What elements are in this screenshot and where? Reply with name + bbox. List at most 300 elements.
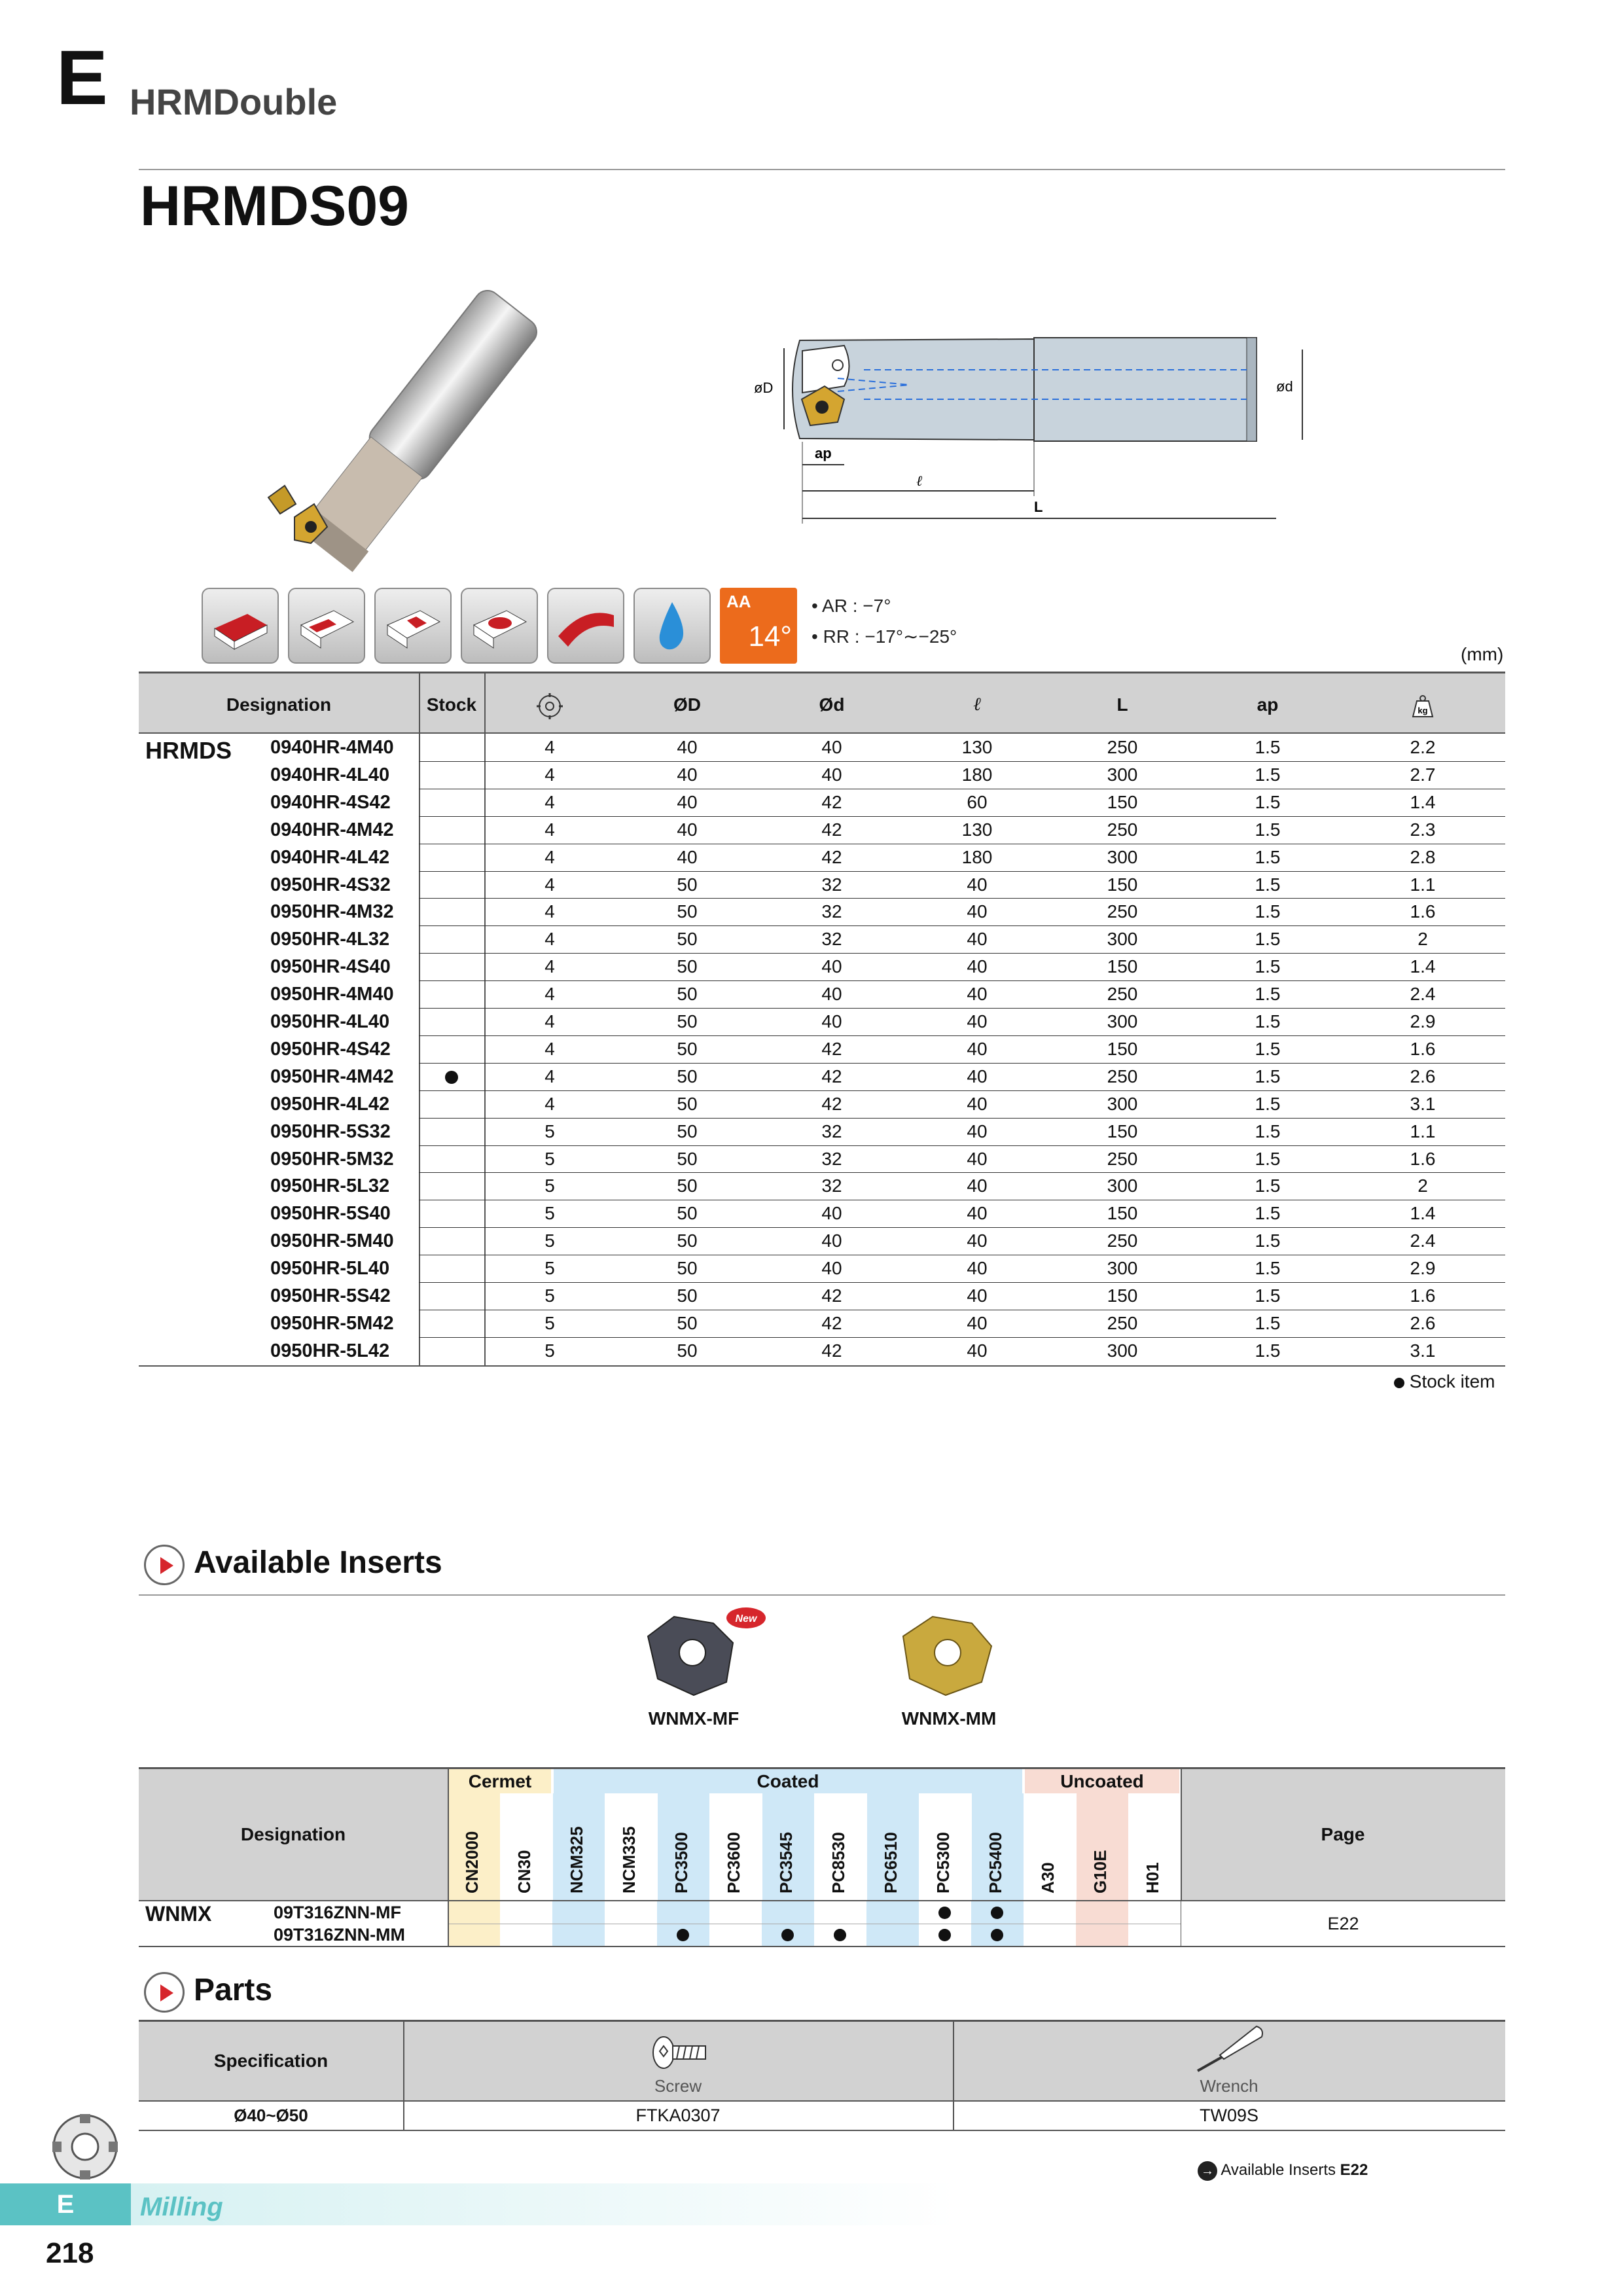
cell-l: 40 <box>967 1230 988 1251</box>
radial-rake-text: • RR : −17°∼−25° <box>812 626 957 647</box>
grade-label: NCM335 <box>619 1826 639 1893</box>
cell-L: 250 <box>1107 819 1138 840</box>
cell-kg: 2.9 <box>1410 1258 1436 1279</box>
cell-dd: 40 <box>821 737 842 757</box>
stock-cell <box>419 980 484 1008</box>
page-number: 218 <box>46 2237 94 2269</box>
insert-page-value: E22 <box>1181 1901 1505 1946</box>
designation-cell: 0950HR-4L40 <box>270 1011 390 1032</box>
cell-l: 40 <box>967 874 988 895</box>
designation-cell: 0950HR-5S32 <box>270 1121 391 1142</box>
cell-l: 180 <box>961 764 993 785</box>
cell-dd: 32 <box>821 874 842 895</box>
designation-cell: 0950HR-5M32 <box>270 1148 394 1170</box>
stock-cell <box>419 925 484 953</box>
cell-kg: 2.2 <box>1410 737 1436 757</box>
cell-D: 50 <box>677 1066 698 1086</box>
cell-z: 4 <box>544 846 555 867</box>
designation-cell: 0950HR-5L32 <box>270 1175 390 1197</box>
label-l: ℓ <box>916 473 923 489</box>
cell-l: 40 <box>967 1258 988 1279</box>
cell-dd: 40 <box>821 984 842 1005</box>
stock-cell <box>419 1035 484 1063</box>
profiling-icon <box>547 588 624 664</box>
screw-icon <box>648 2022 713 2075</box>
cell-L: 250 <box>1107 1312 1138 1333</box>
cell-z: 4 <box>544 984 555 1005</box>
stock-cell <box>419 1008 484 1035</box>
stock-cell <box>419 1172 484 1200</box>
inserts-divider <box>139 1594 1505 1596</box>
cell-z: 5 <box>544 1230 555 1251</box>
stock-footnote <box>1394 1368 1495 1395</box>
cell-l: 40 <box>967 1175 988 1196</box>
grade-dot-icon <box>938 1907 951 1919</box>
cell-L: 150 <box>1107 1203 1138 1224</box>
cell-l: 130 <box>961 819 993 840</box>
cell-L: 250 <box>1107 737 1138 757</box>
inserts-reference-page: E22 <box>1340 2161 1368 2179</box>
cell-L: 300 <box>1107 846 1138 867</box>
cell-D: 50 <box>677 874 698 895</box>
grade-dot-icon <box>991 1907 1003 1919</box>
cell-dd: 42 <box>821 1038 842 1059</box>
inserts-title[interactable]: Available Inserts <box>194 1545 442 1580</box>
cell-kg: 1.6 <box>1410 901 1436 922</box>
section-name: HRMDouble <box>130 81 338 122</box>
cell-z: 4 <box>544 929 555 950</box>
cell-z: 4 <box>544 764 555 785</box>
insert-series-label: WNMX <box>145 1902 212 1926</box>
group-header-cermet: Cermet <box>448 1769 552 1793</box>
cell-dd: 40 <box>821 1011 842 1031</box>
cell-ap: 1.5 <box>1255 1121 1281 1141</box>
cell-kg: 1.1 <box>1410 874 1436 895</box>
cell-dd: 42 <box>821 1066 842 1086</box>
cell-ap: 1.5 <box>1255 819 1281 840</box>
cell-ap: 1.5 <box>1255 737 1281 757</box>
cell-ap: 1.5 <box>1255 1203 1281 1224</box>
insert-designation-header: Designation <box>240 1824 346 1844</box>
cell-z: 4 <box>544 901 555 922</box>
spec-table-bottom <box>139 1365 1505 1367</box>
cell-D: 40 <box>677 764 698 785</box>
label-L: L <box>1034 499 1043 515</box>
header-designation: Designation <box>226 694 332 715</box>
grade-label: CN30 <box>514 1850 534 1893</box>
cell-L: 250 <box>1107 1066 1138 1086</box>
cell-kg: 2.9 <box>1410 1011 1436 1031</box>
designation-cell: 0950HR-5M40 <box>270 1230 394 1252</box>
cell-ap: 1.5 <box>1255 1148 1281 1169</box>
designation-cell: 0950HR-5S42 <box>270 1285 391 1306</box>
cell-ap: 1.5 <box>1255 984 1281 1005</box>
arrow-right-icon: → <box>1198 2161 1217 2181</box>
cell-D: 50 <box>677 1230 698 1251</box>
cell-z: 5 <box>544 1258 555 1279</box>
cell-ap: 1.5 <box>1255 901 1281 922</box>
cell-ap: 1.5 <box>1255 791 1281 812</box>
cell-z: 4 <box>544 1066 555 1086</box>
coolant-icon <box>633 588 711 664</box>
cell-dd: 40 <box>821 764 842 785</box>
insert-designation-cell: 09T316ZNN-MM <box>274 1925 406 1945</box>
grade-label: PC5400 <box>986 1832 1005 1893</box>
cell-l: 40 <box>967 956 988 977</box>
cell-l: 40 <box>967 1148 988 1169</box>
insert-mf-label: WNMX-MF <box>648 1708 740 1729</box>
cell-L: 150 <box>1107 1038 1138 1059</box>
insert-col-sep <box>448 1767 449 1946</box>
insert-designation-cell: 09T316ZNN-MF <box>274 1903 402 1922</box>
section-arrow-icon <box>144 1545 185 1585</box>
designation-cell: 0950HR-4L42 <box>270 1093 390 1115</box>
cell-ap: 1.5 <box>1255 874 1281 895</box>
section-letter: E <box>56 35 108 121</box>
footer-band <box>131 2183 1505 2225</box>
cell-dd: 40 <box>821 956 842 977</box>
label-d: ød <box>1276 378 1293 395</box>
group-header-coated: Coated <box>552 1769 1024 1793</box>
grade-label: G10E <box>1090 1850 1110 1893</box>
cell-l: 180 <box>961 846 993 867</box>
section-arrow-icon <box>144 1972 185 2013</box>
cell-D: 50 <box>677 1340 698 1361</box>
stock-cell <box>419 789 484 816</box>
cell-dd: 40 <box>821 1258 842 1279</box>
header-d: Ød <box>819 694 845 715</box>
designation-cell: 0950HR-4M42 <box>270 1066 394 1087</box>
cell-z: 4 <box>544 819 555 840</box>
screw-label: Screw <box>654 2076 702 2096</box>
insert-page-header: Page <box>1321 1824 1365 1844</box>
cell-ap: 1.5 <box>1255 1011 1281 1031</box>
teeth-icon <box>484 673 615 736</box>
cell-ap: 1.5 <box>1255 1285 1281 1306</box>
cell-dd: 42 <box>821 1312 842 1333</box>
grade-dot-icon <box>677 1929 689 1941</box>
cell-kg: 2.6 <box>1410 1312 1436 1333</box>
cell-D: 50 <box>677 901 698 922</box>
cell-l: 40 <box>967 984 988 1005</box>
cell-D: 50 <box>677 1203 698 1224</box>
cell-z: 5 <box>544 1148 555 1169</box>
cell-dd: 40 <box>821 1230 842 1251</box>
cell-l: 40 <box>967 1093 988 1114</box>
cell-L: 150 <box>1107 791 1138 812</box>
cutter-thumbnail-icon <box>39 2108 131 2186</box>
designation-cell: 0950HR-4M32 <box>270 901 394 923</box>
section-tab[interactable]: E <box>0 2183 131 2225</box>
spec-table-header <box>139 672 1505 734</box>
parts-bottom <box>139 2130 1505 2131</box>
cell-D: 50 <box>677 1011 698 1031</box>
cell-l: 40 <box>967 1312 988 1333</box>
designation-cell: 0950HR-4S40 <box>270 956 391 978</box>
cell-z: 5 <box>544 1175 555 1196</box>
stock-cell <box>419 844 484 871</box>
cell-z: 4 <box>544 1093 555 1114</box>
cell-D: 50 <box>677 1093 698 1114</box>
cell-kg: 1.6 <box>1410 1148 1436 1169</box>
cell-z: 4 <box>544 791 555 812</box>
cell-l: 40 <box>967 1340 988 1361</box>
cell-kg: 1.1 <box>1410 1121 1436 1141</box>
designation-cell: 0940HR-4S42 <box>270 791 391 813</box>
cell-ap: 1.5 <box>1255 956 1281 977</box>
cell-D: 50 <box>677 984 698 1005</box>
header-D: ØD <box>673 694 701 715</box>
cell-L: 250 <box>1107 984 1138 1005</box>
cell-l: 40 <box>967 1203 988 1224</box>
stock-dot-icon <box>445 1071 458 1084</box>
cell-z: 4 <box>544 1038 555 1059</box>
slotting-icon <box>374 588 452 664</box>
cell-L: 250 <box>1107 1148 1138 1169</box>
cell-kg: 1.4 <box>1410 791 1436 812</box>
designation-cell: 0950HR-5S40 <box>270 1203 391 1225</box>
cell-dd: 32 <box>821 1148 842 1169</box>
designation-cell: 0950HR-5L42 <box>270 1340 390 1361</box>
cell-kg: 1.6 <box>1410 1038 1436 1059</box>
cell-L: 150 <box>1107 956 1138 977</box>
cell-D: 50 <box>677 1038 698 1059</box>
cell-ap: 1.5 <box>1255 1038 1281 1059</box>
cell-l: 40 <box>967 1066 988 1086</box>
insert-mf-image <box>635 1604 779 1702</box>
cell-kg: 1.4 <box>1410 1203 1436 1224</box>
cell-l: 40 <box>967 1121 988 1141</box>
cell-l: 40 <box>967 929 988 950</box>
cell-z: 5 <box>544 1121 555 1141</box>
cell-l: 40 <box>967 901 988 922</box>
pocketing-icon <box>461 588 538 664</box>
cell-z: 4 <box>544 737 555 757</box>
grade-label: PC3500 <box>671 1832 691 1893</box>
cell-L: 150 <box>1107 1285 1138 1306</box>
cell-L: 300 <box>1107 1340 1138 1361</box>
cell-ap: 1.5 <box>1255 1093 1281 1114</box>
grade-label: PC5300 <box>933 1832 953 1893</box>
designation-cell: 0950HR-5M42 <box>270 1312 394 1334</box>
header-l: ℓ <box>973 694 981 715</box>
cell-ap: 1.5 <box>1255 764 1281 785</box>
axial-rake-text: • AR : −7° <box>812 596 891 616</box>
footer-category: Milling <box>140 2193 223 2221</box>
cell-kg: 2 <box>1418 1175 1428 1196</box>
header-stock: Stock <box>426 694 477 715</box>
cell-L: 300 <box>1107 1175 1138 1196</box>
cell-ap: 1.5 <box>1255 1175 1281 1196</box>
cell-D: 40 <box>677 846 698 867</box>
designation-cell: 0950HR-4S42 <box>270 1038 391 1060</box>
cell-kg: 3.1 <box>1410 1093 1436 1114</box>
stock-cell <box>419 1090 484 1118</box>
cell-D: 40 <box>677 819 698 840</box>
inserts-reference-text: Available Inserts <box>1221 2161 1336 2179</box>
unit-label: (mm) <box>1461 644 1504 664</box>
cell-D: 50 <box>677 1258 698 1279</box>
grade-label: PC8530 <box>829 1832 848 1893</box>
face-milling-icon <box>202 588 279 664</box>
cell-L: 300 <box>1107 929 1138 950</box>
designation-cell: 0950HR-4M40 <box>270 984 394 1005</box>
inserts-reference[interactable] <box>1198 2160 1368 2181</box>
grade-label: H01 <box>1143 1862 1162 1893</box>
product-photo <box>249 281 589 576</box>
cell-D: 40 <box>677 791 698 812</box>
cell-z: 5 <box>544 1285 555 1306</box>
cell-kg: 3.1 <box>1410 1340 1436 1361</box>
designation-cell: 0940HR-4M40 <box>270 737 394 758</box>
cell-kg: 2.6 <box>1410 1066 1436 1086</box>
wrench-icon <box>1191 2022 1270 2075</box>
cell-ap: 1.5 <box>1255 846 1281 867</box>
cell-kg: 1.6 <box>1410 1285 1436 1306</box>
stock-cell <box>419 1145 484 1173</box>
badge-value: 14° <box>748 620 792 653</box>
new-badge: New <box>735 1613 757 1624</box>
cell-ap: 1.5 <box>1255 929 1281 950</box>
cell-dd: 40 <box>821 1203 842 1224</box>
grade-label: PC3545 <box>776 1832 796 1893</box>
cell-z: 5 <box>544 1203 555 1224</box>
grade-dot-icon <box>991 1929 1003 1941</box>
cell-dd: 32 <box>821 1175 842 1196</box>
cell-L: 250 <box>1107 901 1138 922</box>
cell-D: 50 <box>677 929 698 950</box>
stock-cell <box>419 761 484 789</box>
cell-D: 40 <box>677 737 698 757</box>
series-label: HRMDS <box>145 737 232 764</box>
cell-l: 40 <box>967 1011 988 1031</box>
cell-L: 150 <box>1107 874 1138 895</box>
cell-ap: 1.5 <box>1255 1230 1281 1251</box>
group-header-uncoated: Uncoated <box>1024 1769 1181 1793</box>
cell-dd: 42 <box>821 791 842 812</box>
designation-cell: 0940HR-4L42 <box>270 846 390 868</box>
cell-L: 250 <box>1107 1230 1138 1251</box>
label-D: øD <box>754 380 774 396</box>
cell-ap: 1.5 <box>1255 1066 1281 1086</box>
wrench-value: TW09S <box>1199 2106 1259 2125</box>
cell-kg: 2 <box>1418 929 1428 950</box>
stock-cell <box>419 1118 484 1145</box>
axial-angle-badge <box>720 588 797 664</box>
cell-dd: 42 <box>821 1093 842 1114</box>
parts-title[interactable]: Parts <box>194 1973 273 2007</box>
stock-footnote-text: Stock item <box>1409 1371 1495 1391</box>
cell-D: 50 <box>677 1285 698 1306</box>
stock-cell <box>419 734 484 761</box>
stock-cell <box>419 898 484 925</box>
designation-cell: 0950HR-5L40 <box>270 1258 390 1280</box>
cell-D: 50 <box>677 1148 698 1169</box>
cell-z: 4 <box>544 1011 555 1031</box>
cell-dd: 42 <box>821 1285 842 1306</box>
cell-dd: 42 <box>821 1340 842 1361</box>
stock-cell <box>419 953 484 980</box>
header-divider <box>139 169 1505 170</box>
cell-kg: 1.4 <box>1410 956 1436 977</box>
cell-kg: 2.7 <box>1410 764 1436 785</box>
cell-l: 40 <box>967 1285 988 1306</box>
cell-z: 5 <box>544 1312 555 1333</box>
stock-cell <box>419 871 484 899</box>
cell-dd: 42 <box>821 846 842 867</box>
cell-kg: 2.8 <box>1410 846 1436 867</box>
grade-dot-icon <box>938 1929 951 1941</box>
label-ap: ap <box>815 445 832 461</box>
designation-cell: 0950HR-4S32 <box>270 874 391 895</box>
cell-D: 50 <box>677 956 698 977</box>
cell-kg: 2.3 <box>1410 819 1436 840</box>
stock-cell <box>419 1310 484 1337</box>
cell-l: 130 <box>961 737 993 757</box>
cell-dd: 32 <box>821 1121 842 1141</box>
cell-z: 4 <box>544 874 555 895</box>
insert-mm-image <box>890 1604 1008 1702</box>
badge-label: AA <box>726 592 751 611</box>
cell-l: 40 <box>967 1038 988 1059</box>
cell-dd: 32 <box>821 901 842 922</box>
cell-ap: 1.5 <box>1255 1258 1281 1279</box>
cell-z: 5 <box>544 1340 555 1361</box>
weight-icon <box>1340 673 1505 736</box>
stock-cell <box>419 1200 484 1227</box>
cell-kg: 2.4 <box>1410 1230 1436 1251</box>
header-L: L <box>1116 694 1128 715</box>
grade-label: PC3600 <box>724 1832 743 1893</box>
stock-cell <box>419 1337 484 1365</box>
cell-z: 4 <box>544 956 555 977</box>
cell-L: 150 <box>1107 1121 1138 1141</box>
grade-dot-icon <box>781 1929 794 1941</box>
cell-D: 50 <box>677 1312 698 1333</box>
stock-cell <box>419 1255 484 1282</box>
cell-dd: 32 <box>821 929 842 950</box>
grade-label: PC6510 <box>881 1832 901 1893</box>
cell-dd: 42 <box>821 819 842 840</box>
cell-L: 300 <box>1107 1093 1138 1114</box>
parts-spec-value: Ø40~Ø50 <box>234 2106 308 2125</box>
stock-cell <box>419 1282 484 1310</box>
designation-cell: 0940HR-4M42 <box>270 819 394 840</box>
insert-col-sep <box>1181 1767 1182 1901</box>
dimension-drawing <box>740 327 1315 524</box>
weight-unit: kg <box>1418 705 1428 715</box>
cell-L: 300 <box>1107 1011 1138 1031</box>
designation-cell: 0950HR-4L32 <box>270 929 390 950</box>
grade-label: A30 <box>1038 1862 1058 1893</box>
cell-L: 300 <box>1107 764 1138 785</box>
screw-value: FTKA0307 <box>635 2106 721 2125</box>
parts-spec-header: Specification <box>213 2051 329 2071</box>
designation-cell: 0940HR-4L40 <box>270 764 390 785</box>
wrench-label: Wrench <box>1200 2076 1258 2096</box>
cell-D: 50 <box>677 1121 698 1141</box>
cell-l: 60 <box>967 791 988 812</box>
stock-cell <box>419 1227 484 1255</box>
shoulder-milling-icon <box>288 588 365 664</box>
cell-D: 50 <box>677 1175 698 1196</box>
header-ap: ap <box>1257 694 1279 715</box>
cell-ap: 1.5 <box>1255 1312 1281 1333</box>
stock-cell <box>419 816 484 844</box>
grade-dot-icon <box>834 1929 846 1941</box>
grade-label: CN2000 <box>462 1831 482 1893</box>
stock-cell <box>419 1063 484 1090</box>
